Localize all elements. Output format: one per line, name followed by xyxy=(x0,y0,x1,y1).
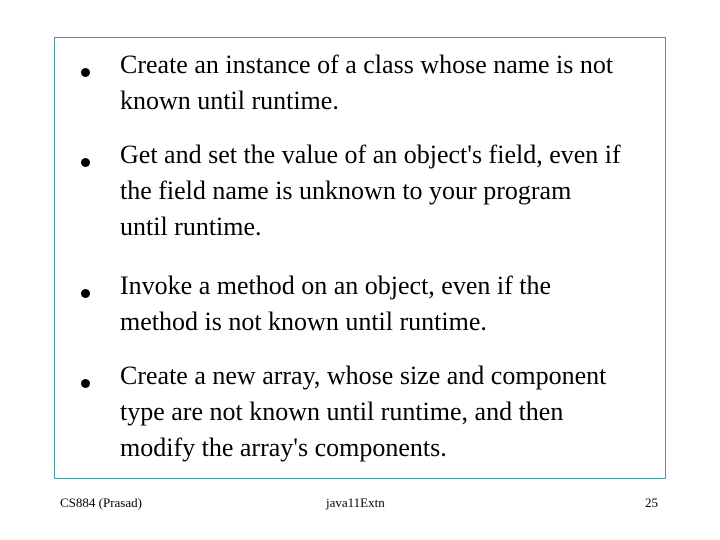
bullet-text xyxy=(120,137,665,245)
bullet-line: the field name is unknown to your program xyxy=(120,176,572,205)
bullet-line: Invoke a method on an object, even if the xyxy=(120,271,552,300)
bullet-text xyxy=(120,47,665,119)
bullet-dot-icon xyxy=(81,289,90,298)
bullet-text xyxy=(120,268,665,340)
slide-content-frame xyxy=(54,37,666,479)
bullet-line: Create a new array, whose size and component xyxy=(120,361,607,390)
bullet-line: Create an instance of a class whose name is not xyxy=(120,50,614,79)
bullet-line: known until runtime. xyxy=(120,86,339,115)
footer-page-number: 25 xyxy=(645,495,658,510)
bullet-text xyxy=(120,358,665,466)
bullet-line: until runtime. xyxy=(120,212,262,241)
footer-file-label: java11Extn xyxy=(326,495,385,510)
bullet-dot-icon xyxy=(81,68,90,77)
footer-course-label: CS884 (Prasad) xyxy=(60,495,142,510)
bullet-line: method is not known until runtime. xyxy=(120,307,487,336)
bullet-line: modify the array's components. xyxy=(120,433,447,462)
bullet-dot-icon xyxy=(81,379,90,388)
bullet-line: type are not known until runtime, and then xyxy=(120,397,564,426)
bullet-line: Get and set the value of an object's field, even if xyxy=(120,140,621,169)
bullet-dot-icon xyxy=(81,158,90,167)
